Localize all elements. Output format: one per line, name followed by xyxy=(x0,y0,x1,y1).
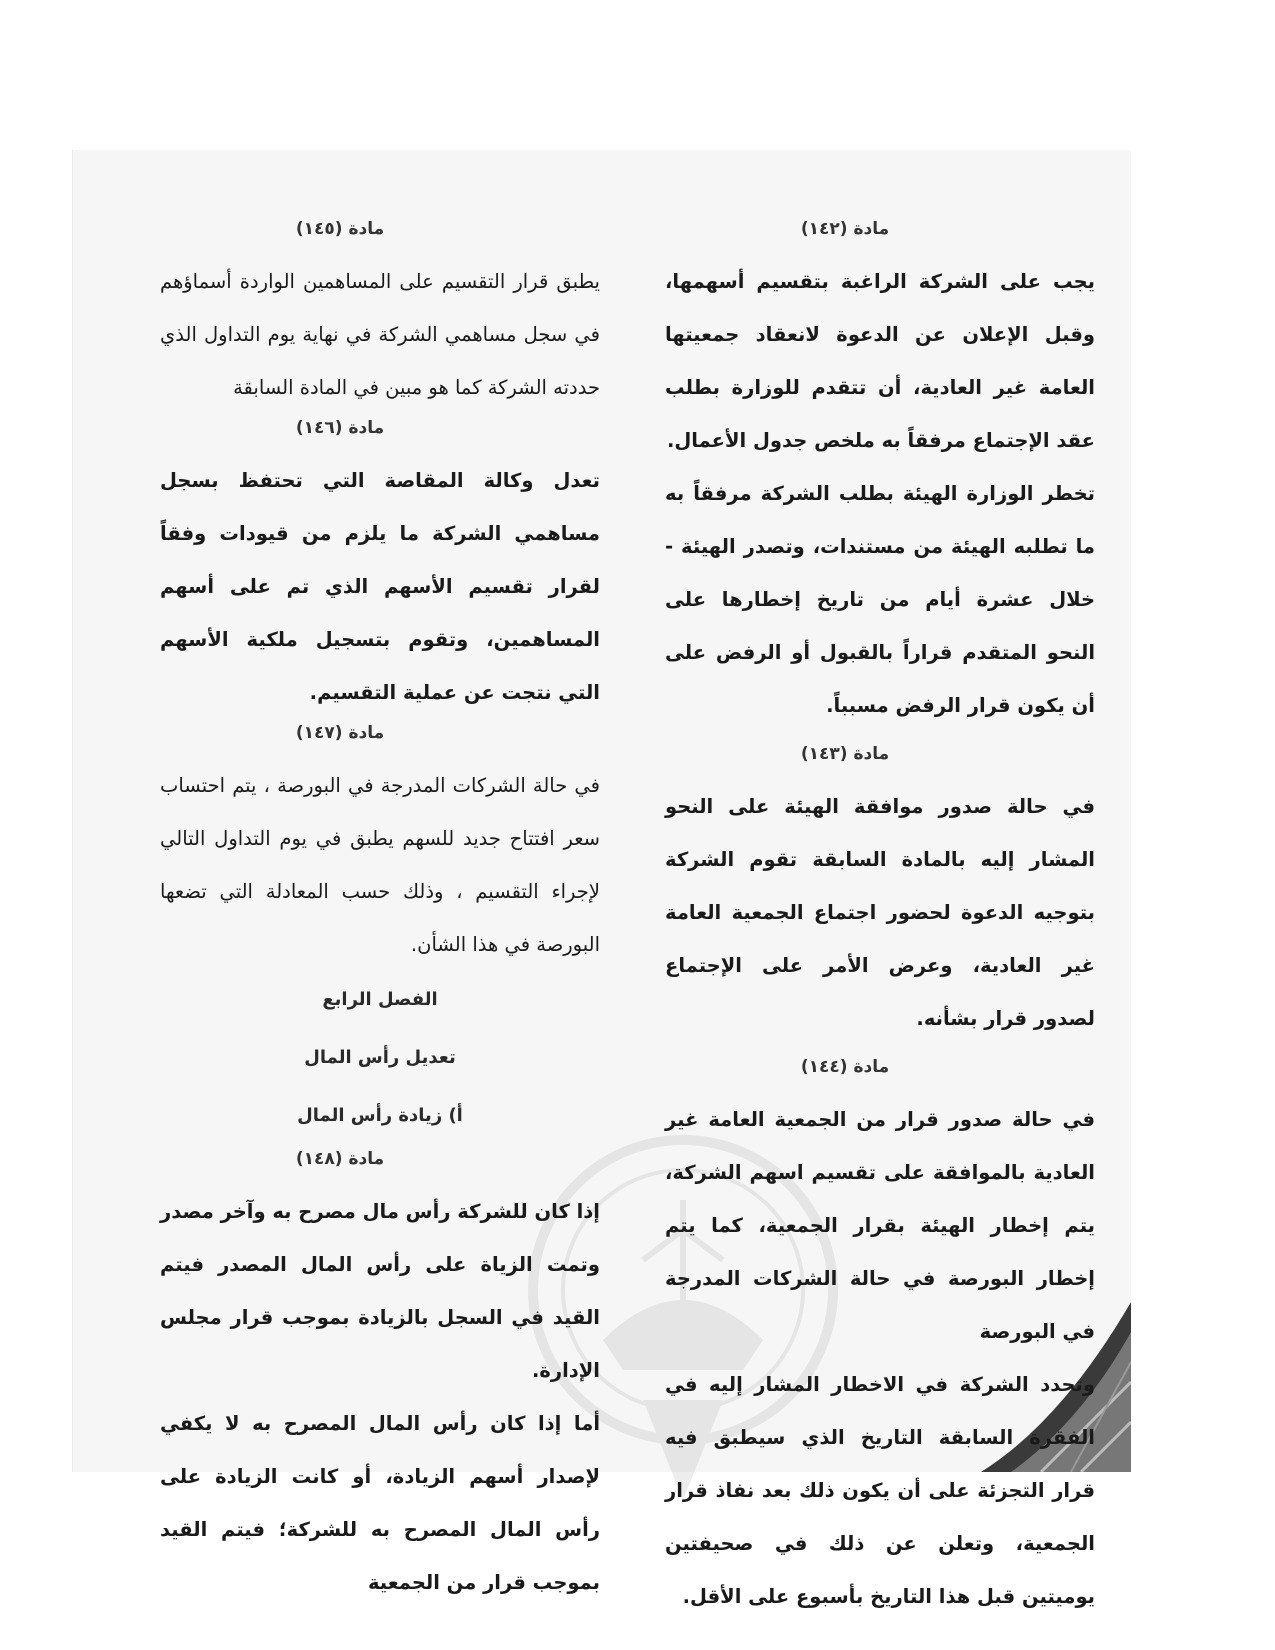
article-144-paragraph-2: وتحدد الشركة في الاخطار المشار إليه في الفقرة السابقة التاريخ الذي سيطبق فيه قرار التجزئة على أن يكون ذلك بعد نفاذ قرار الجمعية، وتعلن عن ذلك في صحيفتين يوميتين قبل هذا التاريخ بأسبوع على الأقل. xyxy=(665,1373,1095,1608)
left-column xyxy=(160,215,600,1609)
article-147-heading: مادة (١٤٧) xyxy=(295,723,385,743)
article-144-heading: مادة (١٤٤) xyxy=(800,1057,890,1077)
chapter-number: الفصل الرابع xyxy=(322,989,438,1010)
article-142-paragraph-2: تخطر الوزارة الهيئة بطلب الشركة مرفقاً به ما تطلبه الهيئة من مستندات، وتصدر الهيئة - خلال عشرة أيام من تاريخ إخطارها على النحو المتقدم قراراً بالقبول أو الرفض على أن يكون قرار الرفض مسبباً. xyxy=(665,482,1095,717)
chapter-title: تعديل رأس المال xyxy=(304,1047,456,1068)
article-144-paragraph-1: في حالة صدور قرار من الجمعية العامة غير العادية بالموافقة على تقسيم اسهم الشركة، يتم إخطار الهيئة بقرار الجمعية، كما يتم إخطار البورصة في حالة الشركات المدرجة في البورصة xyxy=(665,1108,1095,1343)
section-title: أ) زيادة رأس المال xyxy=(297,1105,463,1126)
article-146-heading: مادة (١٤٦) xyxy=(295,418,385,438)
article-148-heading: مادة (١٤٨) xyxy=(295,1149,385,1169)
article-142-paragraph-1: يجب على الشركة الراغبة بتقسيم أسهمها، وقبل الإعلان عن الدعوة لانعقاد جمعيتها العامة غير العادية، أن تتقدم للوزارة بطلب عقد الإجتماع مرفقاً به ملخص جدول الأعمال. xyxy=(665,270,1095,452)
right-column xyxy=(665,215,1095,1623)
article-143-paragraph-1: في حالة صدور موافقة الهيئة على النحو المشار إليه بالمادة السابقة تقوم الشركة بتوجيه الدعوة لحضور اجتماع الجمعية العامة غير العادية، وعرض الأمر على الإجتماع لصدور قرار بشأنه. xyxy=(665,795,1095,1030)
article-145-heading: مادة (١٤٥) xyxy=(295,219,385,239)
article-147-paragraph-1: في حالة الشركات المدرجة في البورصة ، يتم احتساب سعر افتتاح جديد للسهم يطبق في يوم التداول التالي لإجراء التقسيم ، وذلك حسب المعادلة التي تضعها البورصة في هذا الشأن. xyxy=(160,774,600,956)
article-145-paragraph-1: يطبق قرار التقسيم على المساهمين الواردة أسماؤهم في سجل مساهمي الشركة في نهاية يوم التداول الذي حددته الشركة كما هو مبين في المادة السابقة xyxy=(160,270,600,399)
article-142-heading: مادة (١٤٢) xyxy=(800,219,890,239)
article-146-paragraph-1: تعدل وكالة المقاصة التي تحتفظ بسجل مساهمي الشركة ما يلزم من قيودات وفقاً لقرار تقسيم الأسهم الذي تم على أسهم المساهمين، وتقوم بتسجيل ملكية الأسهم التي نتجت عن عملية التقسيم. xyxy=(160,469,600,704)
article-148-paragraph-2: أما إذا كان رأس المال المصرح به لا يكفي لإصدار أسهم الزيادة، أو كانت الزيادة على رأس المال المصرح به للشركة؛ فيتم القيد بموجب قرار من الجمعية xyxy=(160,1412,600,1594)
article-148-paragraph-1: إذا كان للشركة رأس مال مصرح به وآخر مصدر وتمت الزياة على رأس المال المصدر فيتم القيد في السجل بالزيادة بموجب قرار مجلس الإدارة. xyxy=(160,1200,600,1382)
article-143-heading: مادة (١٤٣) xyxy=(800,744,890,764)
